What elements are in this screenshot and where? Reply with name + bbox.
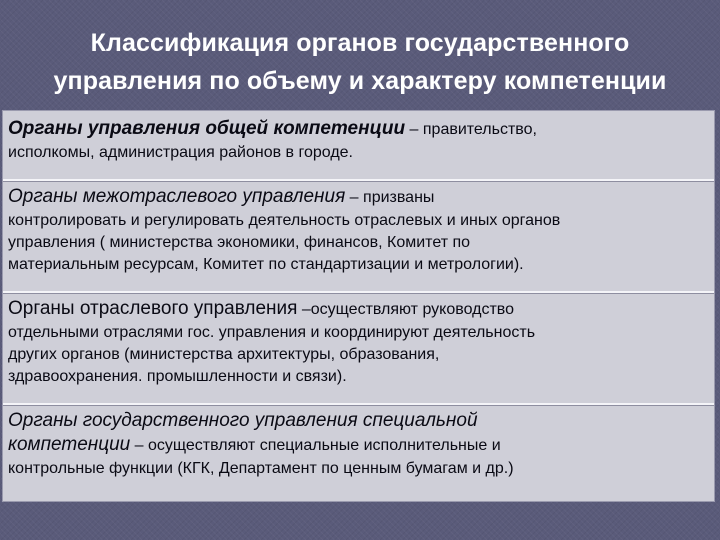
block-body-line: контрольные функции (КГК, Департамент по ценным бумагам и др.) [8, 460, 514, 477]
separator [3, 179, 714, 182]
slide-title [0, 24, 720, 100]
block-intersectoral [3, 179, 714, 291]
heading-tail: – осуществляют специальные исполнительные и [130, 437, 501, 454]
heading-text: Органы управления общей компетенции [8, 118, 406, 139]
block-general-competence [3, 111, 714, 179]
block-heading [8, 291, 710, 322]
block-special-competence [3, 403, 714, 503]
heading-text: Органы межотраслевого управления [8, 186, 346, 207]
block-sectoral [3, 291, 714, 403]
title-line-1: Классификация органов государственного [90, 29, 630, 57]
block-body-line: контролировать и регулировать деятельность отраслевых и иных органов [8, 212, 561, 229]
heading-tail: – правительство, [405, 121, 537, 138]
heading-tail: – призваны [345, 189, 435, 206]
heading-text-2: компетенции [8, 434, 131, 455]
block-heading [8, 403, 710, 433]
heading-text: Органы государственного управления специальной [8, 410, 478, 431]
block-body-line: других органов (министерства архитектуры, образования, [8, 346, 440, 363]
block-body-line: отдельными отраслями гос. управления и координируют деятельность [8, 324, 536, 341]
block-body-line: управления ( министерства экономики, финансов, Комитет по [8, 234, 471, 251]
block-heading-continued [8, 433, 710, 458]
content-panel [2, 110, 715, 502]
separator [3, 291, 714, 294]
block-heading [8, 179, 710, 210]
block-body-line: исполкомы, администрация районов в городе. [8, 144, 353, 161]
heading-text: Органы отраслевого управления [8, 298, 298, 319]
title-line-2: управления по объему и характеру компетенции [53, 67, 667, 95]
heading-tail: –осуществляют руководство [297, 301, 514, 318]
block-heading [8, 111, 710, 142]
block-body-line: материальным ресурсам, Комитет по стандартизации и метрологии). [8, 256, 524, 273]
block-body-line: здравоохранения. промышленности и связи). [8, 368, 347, 385]
separator [3, 403, 714, 406]
